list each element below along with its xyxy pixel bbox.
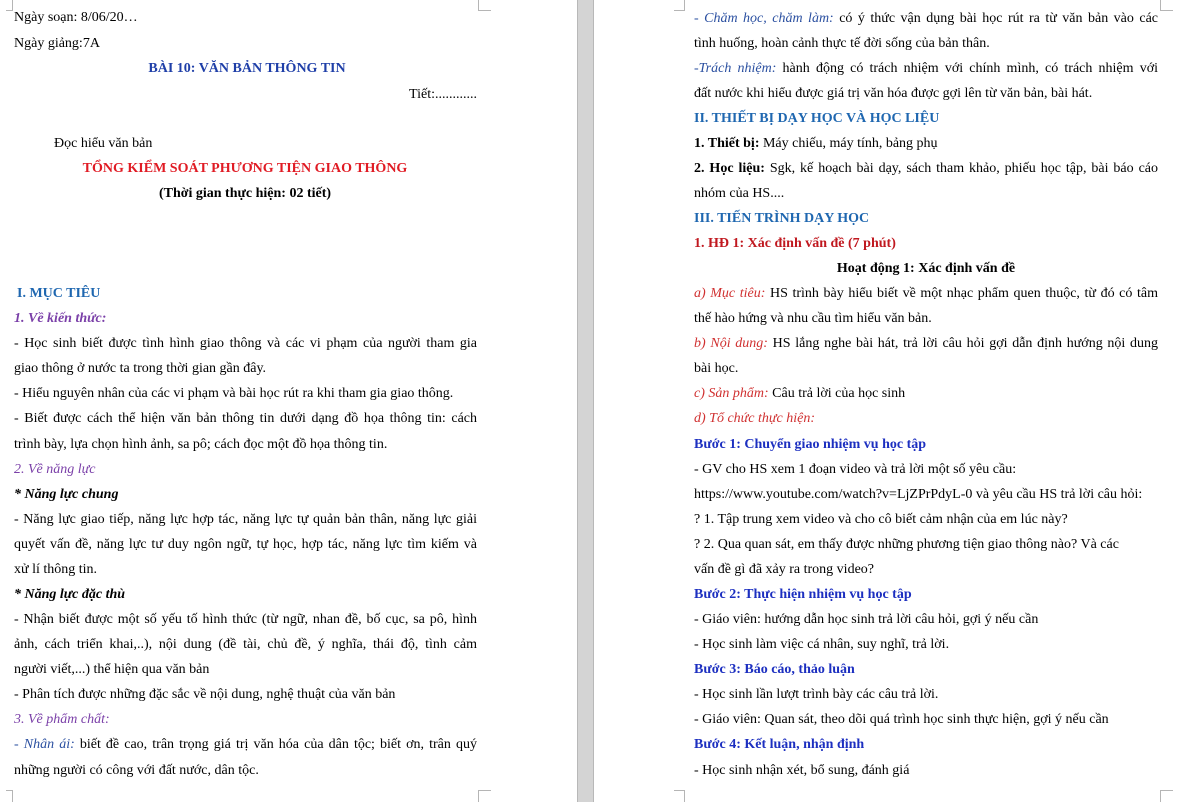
text-title: TỔNG KIỂM SOÁT PHƯƠNG TIỆN GIAO THÔNG — [82, 161, 408, 176]
paragraph-line — [694, 135, 1158, 153]
corner-mark — [478, 790, 491, 802]
paragraph-line: giao thông ở nước ta trong thời gian gần đây. — [14, 361, 267, 376]
corner-mark — [478, 0, 491, 11]
paragraph-line: - Năng lực giao tiếp, năng lực hợp tác, năng lực tự quản bản thân, năng lực giải — [14, 512, 477, 527]
paragraph-line: tình huống, hoàn cảnh thực tế đời sống của bản thân. — [694, 36, 990, 51]
corner-mark — [6, 790, 13, 802]
corner-mark — [1160, 790, 1173, 802]
inline-label: b) Nội dung: — [694, 336, 768, 351]
inline-text: Câu trả lời của học sinh — [768, 386, 906, 401]
paragraph-line: bài học. — [694, 361, 739, 376]
document-page-right — [594, 0, 1181, 802]
paragraph-line: - Giáo viên: hướng dẫn học sinh trả lời câu hỏi, gợi ý nếu cần — [694, 612, 1039, 627]
date-prepared: Ngày soạn: 8/06/20… — [14, 10, 138, 25]
inline-label: 1. Thiết bị: — [694, 136, 760, 151]
subheading: * Năng lực đặc thù — [14, 587, 126, 602]
paragraph-line: vấn đề gì đã xảy ra trong video? — [694, 562, 874, 577]
section-heading: III. TIẾN TRÌNH DẠY HỌC — [694, 211, 870, 226]
paragraph-line: - GV cho HS xem 1 đoạn video và trả lời một số yêu cầu: — [694, 462, 1017, 477]
step-heading: Bước 3: Báo cáo, thảo luận — [694, 662, 855, 677]
lesson-title: BÀI 10: VĂN BẢN THÔNG TIN — [148, 61, 346, 76]
subsection-heading: 1. Về kiến thức: — [14, 311, 107, 326]
paragraph-line: trình bày, lựa chọn hình ảnh, sa pô; cách đọc một đồ họa thông tin. — [14, 437, 388, 452]
inline-text: có ý thức vận dụng bài học rút ra từ văn bản vào các — [833, 11, 1159, 26]
paragraph-line — [694, 335, 1158, 353]
step-heading: Bước 1: Chuyển giao nhiệm vụ học tập — [694, 437, 927, 452]
paragraph-line — [694, 285, 1158, 303]
corner-mark — [1160, 0, 1173, 11]
inline-text: Máy chiếu, máy tính, bảng phụ — [759, 136, 938, 151]
inline-label: -Trách nhiệm: — [694, 61, 777, 76]
activity-heading: 1. HĐ 1: Xác định vấn đề (7 phút) — [694, 236, 896, 251]
video-link[interactable]: https://www.youtube.com/watch?v=LjZPrPdyL-0 và yêu cầu HS trả lời câu hỏi: — [694, 487, 1143, 502]
paragraph-line: - Học sinh biết được tình hình giao thông và các vi phạm của người tham gia — [14, 336, 477, 351]
period-label: Tiết:............ — [409, 87, 477, 102]
inline-text: HS trình bày hiểu biết về một nhạc phẩm quen thuộc, từ đó có tâm — [765, 286, 1158, 301]
subsection-heading: 3. Về phẩm chất: — [14, 712, 110, 727]
document-page-left — [0, 0, 577, 802]
corner-mark — [674, 790, 685, 802]
date-taught: Ngày giảng:7A — [14, 36, 100, 51]
paragraph-line — [694, 160, 1158, 178]
paragraph-line: - Hiểu nguyên nhân của các vi phạm và bài học rút ra khi tham gia giao thông. — [14, 386, 454, 401]
corner-mark — [6, 0, 13, 11]
section-heading: II. THIẾT BỊ DẠY HỌC VÀ HỌC LIỆU — [694, 111, 940, 126]
inline-text: hành động có trách nhiệm với chính mình, có trách nhiệm với — [776, 61, 1158, 76]
paragraph-line: - Học sinh nhận xét, bổ sung, đánh giá — [694, 763, 910, 778]
page-gutter — [577, 0, 594, 802]
paragraph-line: ảnh, cách triển khai,..), nội dung (đề tài, chủ đề, ý nghĩa, thái độ, tình cảm — [14, 637, 477, 652]
inline-label: d) Tổ chức thực hiện: — [694, 411, 816, 426]
paragraph-line: xử lí thông tin. — [14, 562, 98, 577]
inline-label: - Chăm học, chăm làm: — [694, 11, 834, 26]
paragraph-line: - Biết được cách thể hiện văn bản thông tin dưới dạng đồ họa thông tin: cách — [14, 411, 477, 426]
section-heading: I. MỤC TIÊU — [17, 286, 101, 301]
paragraph-line — [694, 10, 1158, 28]
corner-mark — [674, 0, 685, 11]
paragraph-line: - Học sinh làm việc cá nhân, suy nghĩ, trả lời. — [694, 637, 950, 652]
paragraph-line: - Giáo viên: Quan sát, theo dõi quá trình học sinh thực hiện, gợi ý nếu cần — [694, 712, 1109, 727]
paragraph-line: quyết vấn đề, năng lực tư duy ngôn ngữ, tự học, hợp tác, năng lực tìm kiếm và — [14, 537, 477, 552]
inline-text: Sgk, kế hoạch bài dạy, sách tham khảo, phiếu học tập, bài báo cáo — [764, 161, 1158, 176]
step-heading: Bước 4: Kết luận, nhận định — [694, 737, 865, 752]
inline-text: biết đề cao, trân trọng giá trị văn hóa của dân tộc; biết ơn, trân quý — [74, 737, 477, 752]
inline-label: 2. Học liệu: — [694, 161, 765, 176]
paragraph-line: - Học sinh lần lượt trình bày các câu trả lời. — [694, 687, 939, 702]
paragraph-line: nhóm của HS.... — [694, 186, 785, 201]
paragraph-line: những người có công với đất nước, dân tộc. — [14, 763, 259, 778]
inline-label: - Nhân ái: — [14, 737, 75, 752]
paragraph-line — [14, 736, 477, 754]
inline-label: c) Sản phẩm: — [694, 386, 769, 401]
paragraph-line — [694, 60, 1158, 78]
paragraph-line: ? 2. Qua quan sát, em thấy được những phương tiện giao thông nào? Và các — [694, 537, 1119, 552]
reading-label: Đọc hiểu văn bản — [54, 136, 153, 151]
subheading: * Năng lực chung — [14, 487, 119, 502]
paragraph-line: thế hào hứng và nhu cầu tìm hiểu văn bản. — [694, 311, 932, 326]
paragraph-line: ? 1. Tập trung xem video và cho cô biết cảm nhận của em lúc này? — [694, 512, 1068, 527]
inline-label: a) Mục tiêu: — [694, 286, 766, 301]
paragraph-line — [694, 385, 1158, 403]
subsection-heading: 2. Về năng lực — [14, 462, 96, 477]
paragraph-line: - Nhận biết được một số yếu tố hình thức (từ ngữ, nhan đề, bố cục, sa pô, hình — [14, 612, 477, 627]
inline-text: HS lắng nghe bài hát, trả lời câu hỏi gợi dẫn định hướng nội dung — [767, 336, 1158, 351]
step-heading: Bước 2: Thực hiện nhiệm vụ học tập — [694, 587, 912, 602]
paragraph-line: đất nước khi hiểu được giá trị văn hóa được gợi lên từ văn bản, bài hát. — [694, 86, 1093, 101]
activity-title: Hoạt động 1: Xác định vấn đề — [836, 261, 1016, 276]
paragraph-line: người viết,...) thể hiện qua văn bản — [14, 662, 210, 677]
duration: (Thời gian thực hiện: 02 tiết) — [158, 186, 332, 201]
paragraph-line: - Phân tích được những đặc sắc về nội dung, nghệ thuật của văn bản — [14, 687, 396, 702]
